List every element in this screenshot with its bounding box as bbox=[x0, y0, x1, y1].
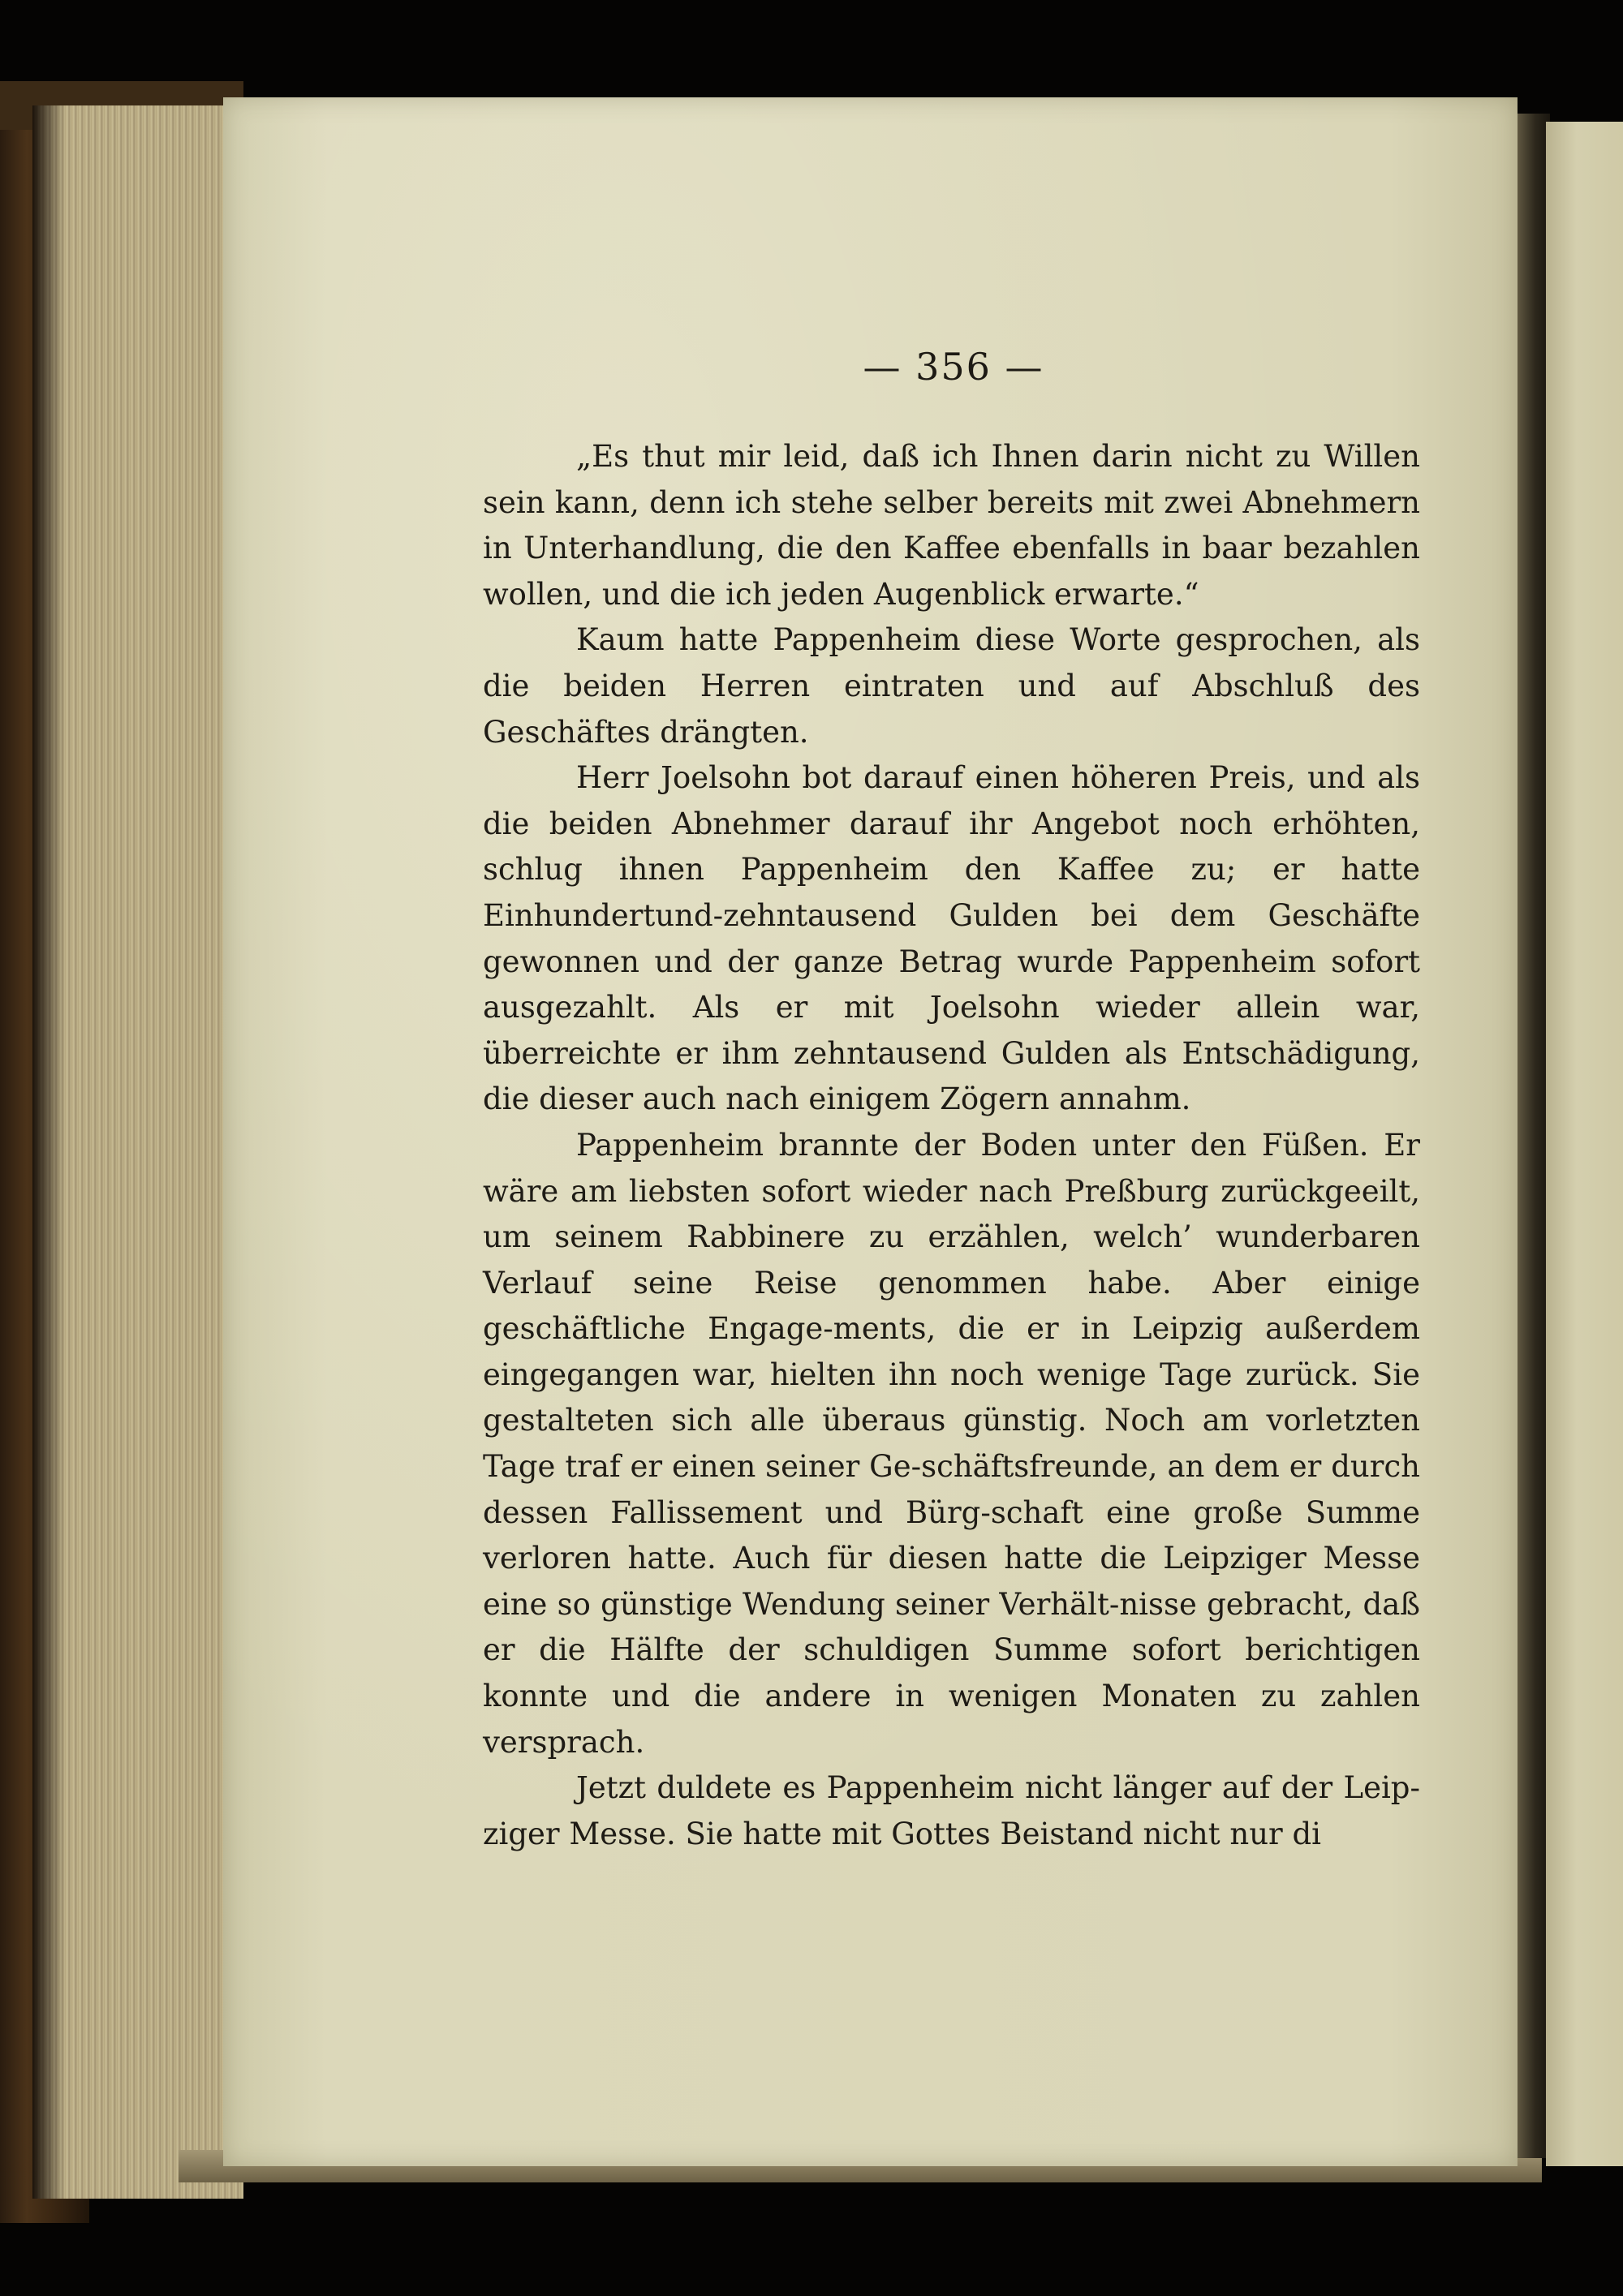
paragraph: Pappenheim brannte der Boden unter den Füßen. Er wäre am liebsten sofort wieder nach Preßburg zurückgeeilt, um seinem Rabbinere zu erzählen, welch’ wunderbaren Verlauf seine Reise genommen habe. Aber einige geschäftliche Engage-ments, die er in Leipzig außerdem eingegangen war, hielten ihn noch wenige Tage zurück. Sie gestalteten sich alle überaus günstig. Noch am vorletzten Tage traf er einen seiner Ge-schäftsfreunde, an dem er durch dessen Fallissement und Bürg-schaft eine große Summe verloren hatte. Auch für diesen hatte die Leipziger Messe eine so günstige Wendung seiner Verhält-nisse gebracht, daß er die Hälfte der schuldigen Summe sofort berichtigen konnte und die andere in wenigen Monaten zu zahlen versprach. bbox=[483, 1127, 1420, 1760]
page-number: — 356 — bbox=[863, 345, 1044, 389]
paragraph: Jetzt duldete es Pappenheim nicht länger auf der Leip-ziger Messe. Sie hatte mit Gottes Beistand nicht nur di bbox=[483, 1770, 1420, 1851]
page-stack-shadow bbox=[32, 105, 65, 2199]
page-text bbox=[483, 434, 1420, 1857]
facing-page bbox=[1546, 122, 1623, 2166]
paragraph: „Es thut mir leid, daß ich Ihnen darin nicht zu Willen sein kann, denn ich stehe selber bereits mit zwei Abnehmern in Unterhandlung, die den Kaffee ebenfalls in baar bezahlen wollen, und die ich jeden Augenblick erwarte.“ bbox=[483, 439, 1420, 612]
book-gutter bbox=[1513, 114, 1550, 2158]
paragraph: Herr Joelsohn bot darauf einen höheren Preis, und als die beiden Abnehmer darauf ihr Angebot noch erhöhten, schlug ihnen Pappenheim den Kaffee zu; er hatte Einhundertund-zehntausend Gulden bei dem Geschäfte gewonnen und der ganze Betrag wurde Pappenheim sofort ausgezahlt. Als er mit Joelsohn wieder allein war, überreichte er ihm zehntausend Gulden als Entschädigung, die dieser auch nach einigem Zögern annahm. bbox=[483, 760, 1420, 1117]
paragraph: Kaum hatte Pappenheim diese Worte gesprochen, als die beiden Herren eintraten und auf Abschluß des Geschäftes drängten. bbox=[483, 622, 1420, 750]
